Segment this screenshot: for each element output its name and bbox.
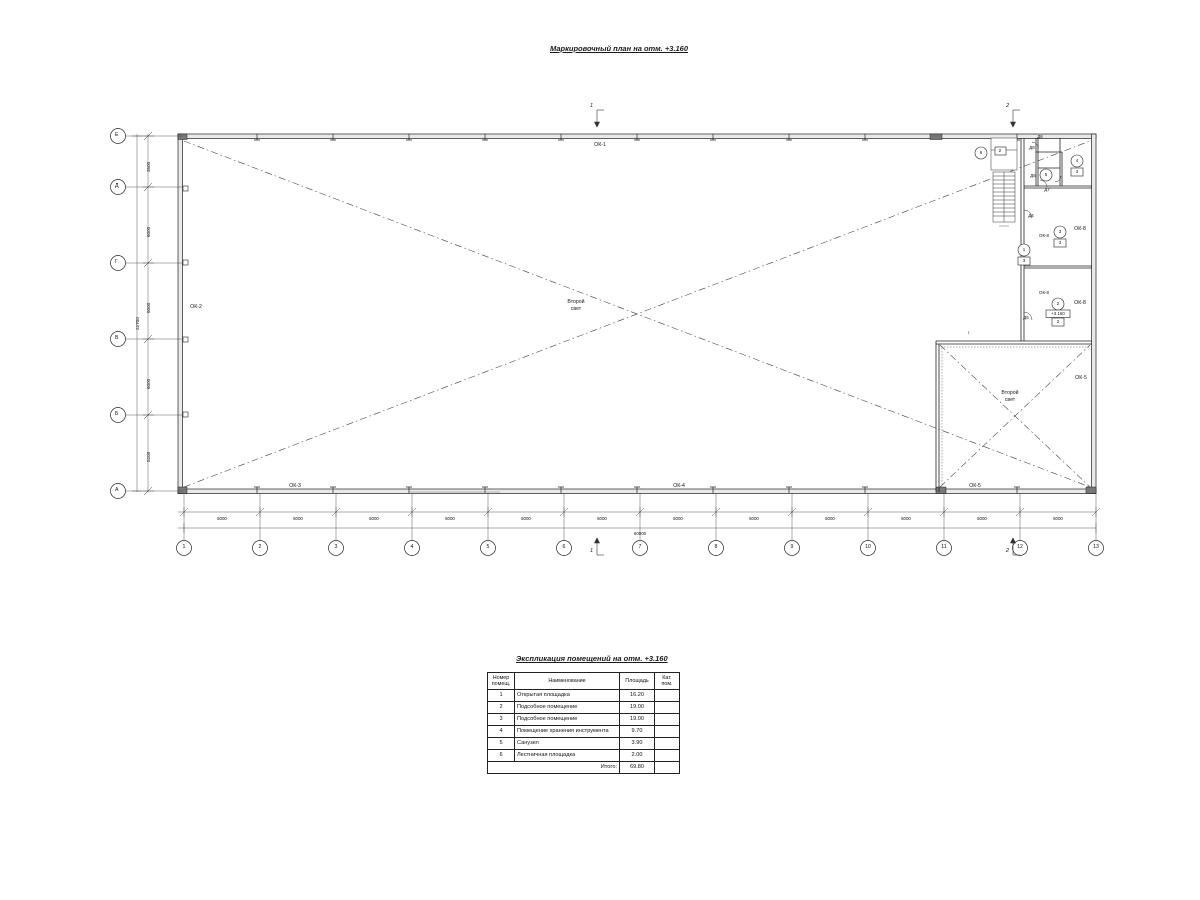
space-label-main-void: Второй свет bbox=[567, 299, 585, 312]
cell-name: Подсобное помещение bbox=[515, 702, 620, 714]
room-tag-3-cat: 3 bbox=[1058, 240, 1062, 245]
page-title: Маркировочный план на отм. +3.160 bbox=[550, 44, 688, 53]
axis-leaders-vertical bbox=[126, 136, 182, 491]
cell-name: Открытая площадка bbox=[515, 690, 620, 702]
room-tag-2-elevation: +3.160 bbox=[1051, 311, 1065, 316]
axis-label-v: В bbox=[115, 335, 119, 341]
dim-h-12: 5000 bbox=[1053, 516, 1063, 521]
window-label-ok3: ОК-3 bbox=[289, 483, 301, 489]
cell-name: Подсобное помещение bbox=[515, 714, 620, 726]
dim-vertical-1: 3500 bbox=[146, 161, 151, 172]
window-label-ok8-d: ОК-8 bbox=[1039, 290, 1049, 295]
total-value: 69.80 bbox=[620, 762, 655, 774]
axis-label-4: 4 bbox=[410, 544, 414, 550]
dim-vertical-3: 6000 bbox=[146, 302, 151, 313]
window-label-ok8-a: ОК-8 bbox=[1074, 226, 1086, 232]
space-label-secondary-void: Второй свет bbox=[1001, 390, 1019, 403]
window-label-ok5-right: ОК-5 bbox=[1075, 375, 1087, 381]
section-mark-bottom-left: 1 bbox=[590, 548, 594, 554]
dim-h-10: 5000 bbox=[901, 516, 911, 521]
total-label: Итого: bbox=[488, 762, 620, 774]
axis-label-g: Г bbox=[115, 259, 118, 265]
cell-cat bbox=[655, 726, 680, 738]
section-mark-bottom-right: 2 bbox=[1006, 548, 1010, 554]
th-cat: Кат. пом. bbox=[655, 673, 680, 690]
table-total-row bbox=[488, 762, 680, 774]
exploration-table bbox=[487, 672, 680, 774]
th-number: Номер помещ. bbox=[488, 673, 515, 690]
axis-label-7: 7 bbox=[638, 544, 642, 550]
room-tag-4-cat: 3 bbox=[1075, 169, 1079, 174]
room-tags-graphics bbox=[975, 147, 1083, 326]
dim-h-9: 5000 bbox=[825, 516, 835, 521]
cell-name: Помещение хранения инструмента bbox=[515, 726, 620, 738]
section-mark-top-right: 2 bbox=[1006, 103, 1010, 109]
cell-number: 1 bbox=[488, 690, 515, 702]
door-label-d8-a: Д8 bbox=[1029, 145, 1035, 150]
window-label-ok2: ОК-2 bbox=[190, 304, 202, 310]
axis-label-d: Д bbox=[115, 183, 119, 189]
cell-number: 4 bbox=[488, 726, 515, 738]
dim-h-3: 5000 bbox=[369, 516, 379, 521]
dimension-chain-vertical bbox=[132, 132, 154, 495]
table-row bbox=[488, 714, 680, 726]
room-tag-6-cat: 2 bbox=[998, 148, 1002, 153]
window-label-ok1: ОК-1 bbox=[594, 142, 606, 148]
door-label-d5: Д5 bbox=[1023, 315, 1029, 320]
window-label-ok4: ОК-4 bbox=[673, 483, 685, 489]
th-name: Наименование bbox=[515, 673, 620, 690]
table-title: Экспликация помещений на отм. +3.160 bbox=[516, 654, 668, 663]
window-label-ok5-bottom: ОК-5 bbox=[969, 483, 981, 489]
cell-cat bbox=[655, 702, 680, 714]
table-row bbox=[488, 738, 680, 750]
cell-area: 19.00 bbox=[620, 702, 655, 714]
door-label-d7: Д7 bbox=[1044, 187, 1050, 192]
dim-h-8: 5000 bbox=[749, 516, 759, 521]
dim-h-7: 5000 bbox=[673, 516, 683, 521]
total-cat bbox=[655, 762, 680, 774]
room-tag-3-number: 3 bbox=[1058, 229, 1062, 234]
room-tag-5-number: 5 bbox=[1044, 172, 1048, 177]
door-label-d8-b: Д8 bbox=[1037, 134, 1043, 139]
cell-number: 2 bbox=[488, 702, 515, 714]
dim-h-4: 5000 bbox=[445, 516, 455, 521]
window-label-ok8-c: ОК-8 bbox=[1039, 233, 1049, 238]
dim-vertical-5: 5200 bbox=[146, 451, 151, 462]
room-tag-2-cat: 2 bbox=[1056, 319, 1060, 324]
staircase bbox=[993, 172, 1015, 226]
cell-cat bbox=[655, 750, 680, 762]
axis-label-a: А bbox=[115, 487, 119, 493]
void-diagonals-secondary bbox=[940, 345, 1090, 487]
corner-mark: г bbox=[968, 330, 970, 335]
table-row bbox=[488, 690, 680, 702]
table-row bbox=[488, 702, 680, 714]
cell-cat bbox=[655, 690, 680, 702]
cell-area: 2.00 bbox=[620, 750, 655, 762]
cell-area: 16.20 bbox=[620, 690, 655, 702]
room-tag-2-number: 2 bbox=[1056, 301, 1060, 306]
void-diagonals-main bbox=[184, 141, 1090, 487]
axis-label-e: Е bbox=[115, 132, 119, 138]
axis-label-10: 10 bbox=[865, 544, 871, 550]
axis-label-5: 5 bbox=[486, 544, 490, 550]
cell-name: Санузел bbox=[515, 738, 620, 750]
door-label-d4: Д4 bbox=[1028, 213, 1034, 218]
dim-vertical-4: 6000 bbox=[146, 378, 151, 389]
cell-cat bbox=[655, 714, 680, 726]
room-tag-1-cat: 3 bbox=[1022, 258, 1026, 263]
cell-area: 9.70 bbox=[620, 726, 655, 738]
dim-vertical-2: 6000 bbox=[146, 226, 151, 237]
axis-label-1: 1 bbox=[182, 544, 186, 550]
door-label-d6: Д6 bbox=[1030, 173, 1036, 178]
axis-label-2: 2 bbox=[258, 544, 262, 550]
axis-label-11: 11 bbox=[941, 544, 947, 550]
axis-label-b: Б bbox=[115, 411, 119, 417]
axis-label-6: 6 bbox=[562, 544, 566, 550]
dim-h-6: 5000 bbox=[597, 516, 607, 521]
room-tag-4-number: 4 bbox=[1075, 158, 1079, 163]
axis-label-13: 13 bbox=[1093, 544, 1099, 550]
axis-label-3: 3 bbox=[334, 544, 338, 550]
th-area: Площадь bbox=[620, 673, 655, 690]
room-tag-1-number: 1 bbox=[1022, 247, 1026, 252]
cell-area: 19.00 bbox=[620, 714, 655, 726]
column-marks-left bbox=[183, 186, 188, 417]
dim-h-2: 5000 bbox=[293, 516, 303, 521]
cell-cat bbox=[655, 738, 680, 750]
dim-h-total: 60000 bbox=[633, 531, 647, 536]
cell-number: 3 bbox=[488, 714, 515, 726]
window-label-ok8-b: ОК-8 bbox=[1074, 300, 1086, 306]
table-header-row bbox=[488, 673, 680, 690]
axis-label-9: 9 bbox=[790, 544, 794, 550]
axis-label-12: 12 bbox=[1017, 544, 1023, 550]
cell-number: 6 bbox=[488, 750, 515, 762]
dim-vertical-total: 22700 bbox=[135, 317, 140, 330]
axis-label-8: 8 bbox=[714, 544, 718, 550]
table-row bbox=[488, 750, 680, 762]
cell-name: Лестничная площадка bbox=[515, 750, 620, 762]
dim-h-1: 5000 bbox=[217, 516, 227, 521]
dimension-chain-horizontal bbox=[178, 507, 1100, 533]
cell-area: 3.90 bbox=[620, 738, 655, 750]
section-mark-top-left: 1 bbox=[590, 103, 594, 109]
dim-h-5: 5000 bbox=[521, 516, 531, 521]
dim-h-11: 5000 bbox=[977, 516, 987, 521]
room-tag-6-number: 6 bbox=[979, 150, 983, 155]
table-row bbox=[488, 726, 680, 738]
section-marks bbox=[595, 110, 1021, 555]
cell-number: 5 bbox=[488, 738, 515, 750]
